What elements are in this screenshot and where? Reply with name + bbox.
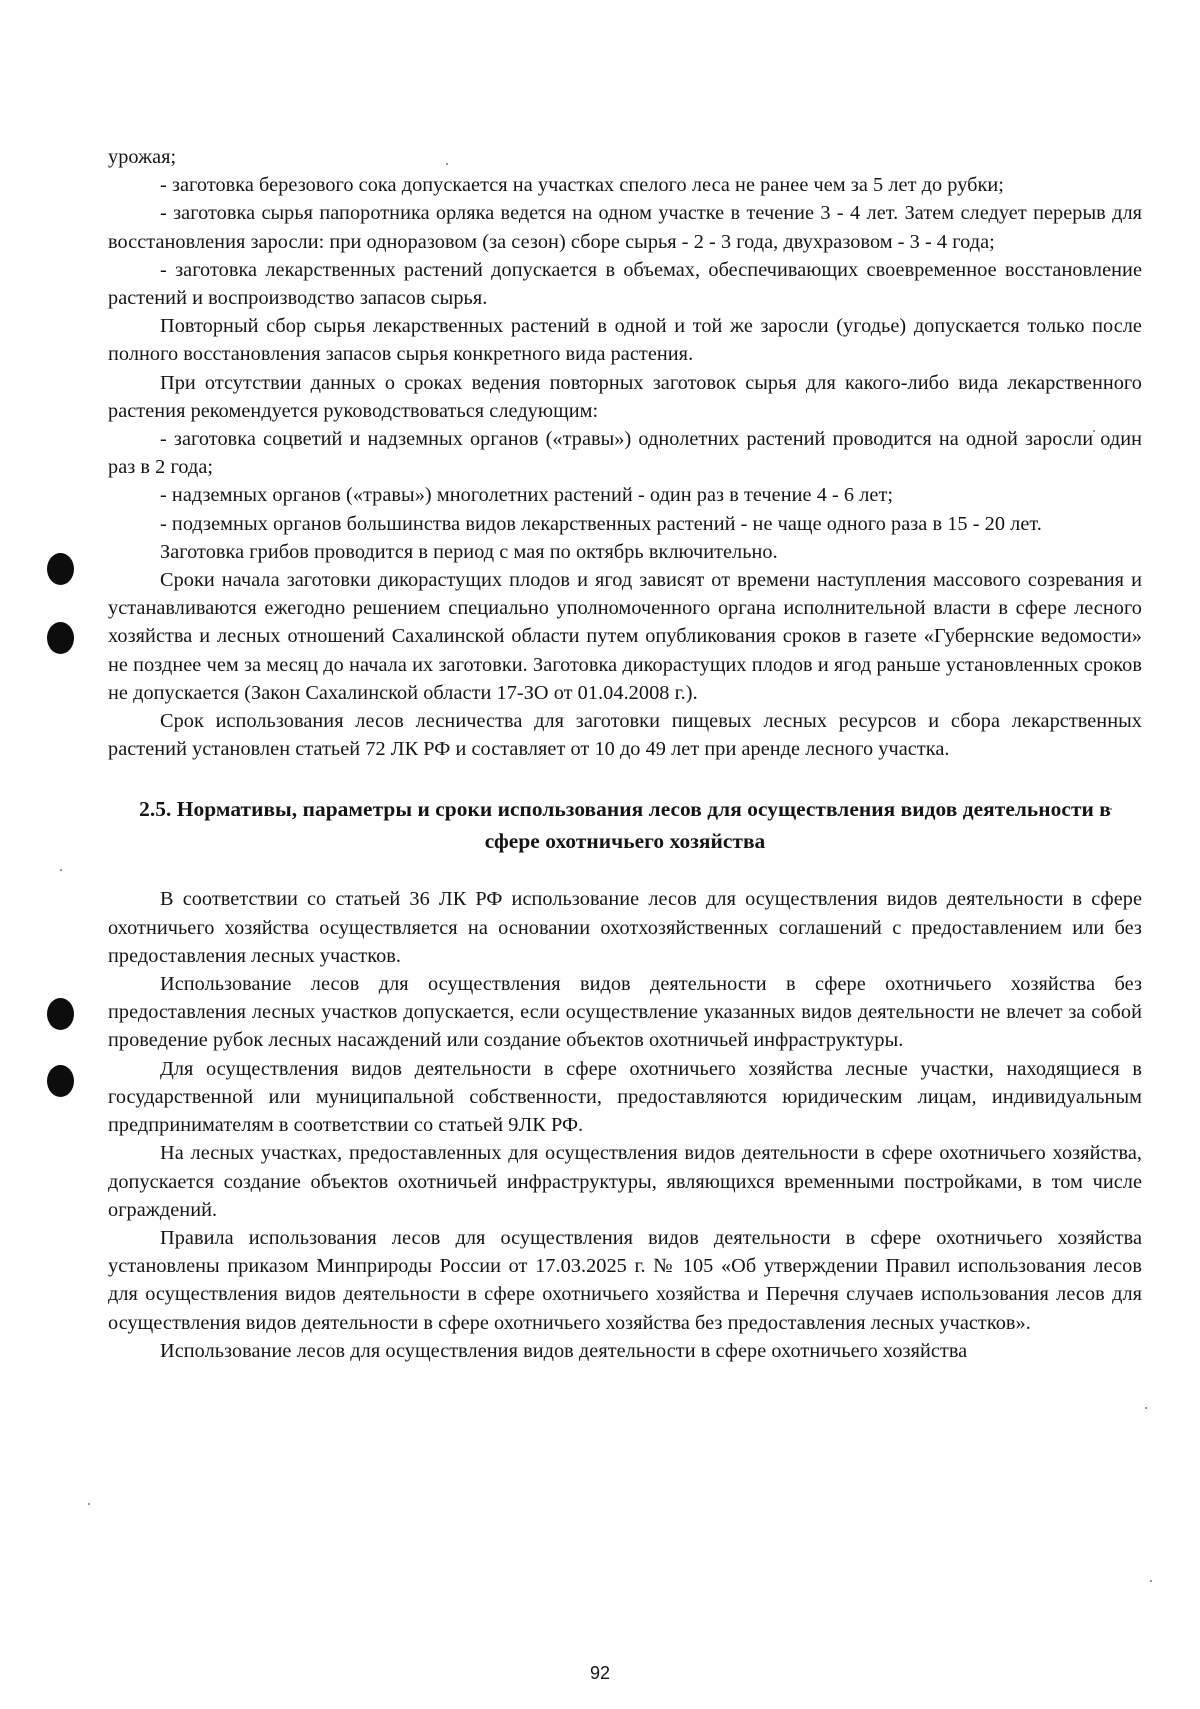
paragraph: - заготовка соцветий и надземных органов («травы») однолетних растений проводится на одной заросли один раз в 2 года; xyxy=(108,428,1142,479)
paragraph: В соответствии со статьей 36 ЛК РФ использование лесов для осуществления видов деятельности в сфере охотничьего хозяйства осуществляется на основании охотхозяйственных соглашений с предоставлением или без предоставления лесных участков. xyxy=(108,888,1142,967)
punch-hole-mark xyxy=(47,622,74,654)
paragraph: - заготовка лекарственных растений допускается в объемах, обеспечивающих своевременное восстановление растений и воспроизводство запасов сырья. xyxy=(108,258,1142,310)
scan-speck xyxy=(1150,1580,1152,1582)
section-heading: 2.5. Нормативы, параметры и сроки использования лесов для осуществления видов деятельности в сфере охотничьего хозяйства xyxy=(139,797,1111,854)
paragraph: При отсутствии данных о сроках ведения повторных заготовок сырья для какого-либо вида лекарственного растения рекомендуется руководствоваться следующим: xyxy=(108,371,1142,422)
paragraph: На лесных участках, предоставленных для осуществления видов деятельности в сфере охотничьего хозяйства, допускается создание объектов охотничьей инфраструктуры, являющихся временными постройками, в том числе ограждений. xyxy=(108,1142,1142,1221)
document-body xyxy=(108,143,1142,1365)
scan-speck xyxy=(1145,1407,1147,1409)
paragraph: Использование лесов для осуществления видов деятельности в сфере охотничьего хозяйства xyxy=(160,1339,968,1362)
paragraph: Правила использования лесов для осуществления видов деятельности в сфере охотничьего хозяйства установлены приказом Минприроды России от 17.03.2025 г. № 105 «Об утверждении Правил использования лесов для осуществления видов деятельности в сфере охотничьего хозяйства и Перечня случаев использования лесов для осуществления видов деятельности в сфере охотничьего хозяйства без предоставления лесных участков». xyxy=(108,1226,1142,1334)
paragraph: Заготовка грибов проводится в период с мая по октябрь включительно. xyxy=(160,540,778,563)
paragraph: Повторный сбор сырья лекарственных растений в одной и той же заросли (угодье) допускается только после полного восстановления запасов сырья конкретного вида растения. xyxy=(108,315,1142,366)
punch-hole-mark xyxy=(47,998,74,1030)
paragraph: Сроки начала заготовки дикорастущих плодов и ягод зависят от времени наступления массового созревания и устанавливаются ежегодно решением специально уполномоченного органа исполнительной власти в сфере лесного хозяйства и лесных отношений Сахалинской области путем опубликования сроков в газете «Губернские ведомости» не позднее чем за месяц до начала их заготовки. Заготовка дикорастущих плодов и ягод раньше установленных сроков не допускается (Закон Сахалинской области 17-ЗО от 01.04.2008 г.). xyxy=(108,569,1142,704)
paragraph: - заготовка березового сока допускается на участках спелого леса не ранее чем за 5 лет до рубки; xyxy=(160,174,1004,197)
paragraph: Для осуществления видов деятельности в сфере охотничьего хозяйства лесные участки, находящиеся в государственной или муниципальной собственности, предоставляются юридическим лицам, индивидуальным предпринимателям в соответствии со статьей 9ЛК РФ. xyxy=(108,1057,1142,1137)
paragraph: - надземных органов («травы») многолетних растений - один раз в течение 4 - 6 лет; xyxy=(160,484,894,507)
punch-hole-mark xyxy=(47,553,74,585)
paragraph: - подземных органов большинства видов лекарственных растений - не чаще одного раза в 15 - 20 лет. xyxy=(160,512,1042,535)
paragraph: - заготовка сырья папоротника орляка ведется на одном участке в течение 3 - 4 лет. Затем следует перерыв для восстановления заросли: при одноразовом (за сезон) сборе сырья - 2 - 3 года, двухразовом - 3 - 4 года; xyxy=(108,202,1142,253)
scan-speck xyxy=(88,1503,90,1505)
paragraphs-top xyxy=(108,143,1142,763)
paragraph: Использование лесов для осуществления видов деятельности в сфере охотничьего хозяйства без предоставления лесных участков допускается, если осуществление указанных видов деятельности не влечет за собой проведение рубок лесных насаждений или создание объектов охотничьей инфраструктуры. xyxy=(108,973,1142,1052)
paragraphs-bottom xyxy=(108,885,1142,1364)
page-number: 92 xyxy=(589,1663,611,1683)
paragraph: урожая; xyxy=(108,146,177,168)
punch-hole-mark xyxy=(47,1065,74,1097)
paragraph: Срок использования лесов лесничества для заготовки пищевых лесных ресурсов и сбора лекарственных растений установлен статьей 72 ЛК РФ и составляет от 10 до 49 лет при аренде лесного участка. xyxy=(108,710,1142,761)
scan-speck xyxy=(60,869,62,871)
